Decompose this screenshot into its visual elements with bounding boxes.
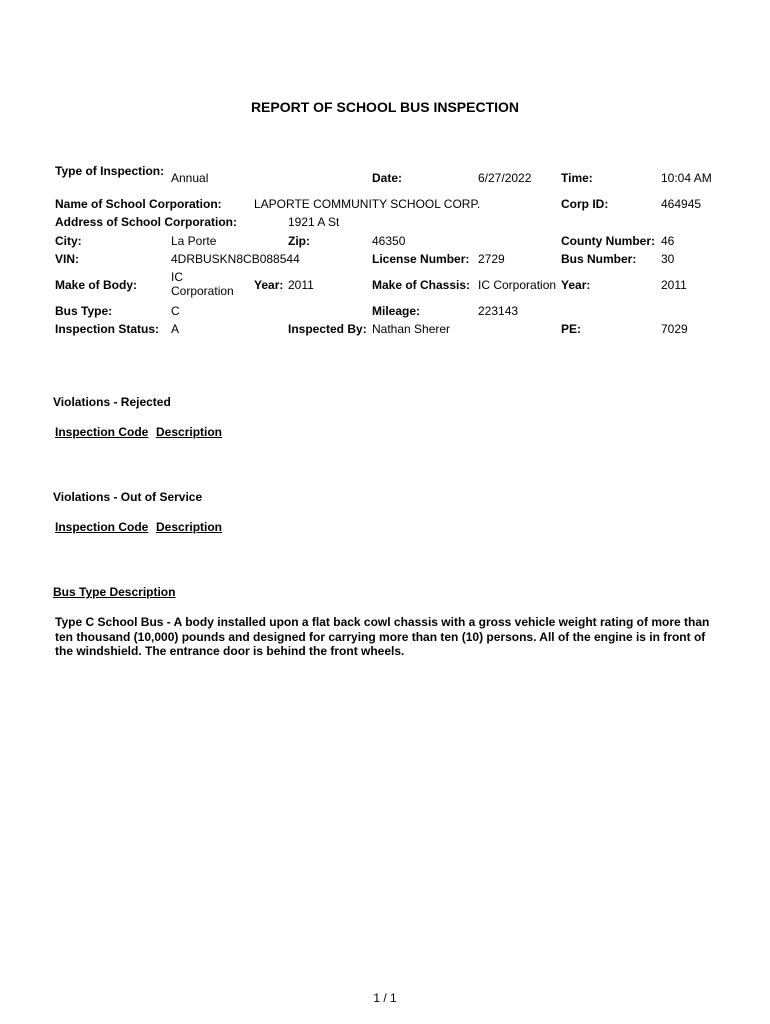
time-value: 10:04 AM [661, 171, 712, 185]
bus-type-description-text: Type C School Bus - A body installed upon a flat back cowl chassis with a gross vehicle weight rating of more than ten thousand (10,000) pounds and designed for carrying more than ten (10) persons. All of the engine is in front of the windshield. The entrance door is behind the front wheels. [55, 615, 710, 658]
address-label: Address of School Corporation: [55, 215, 238, 229]
vin-label: VIN: [55, 252, 79, 266]
inspection-status-value: A [171, 322, 180, 336]
body-year-value: 2011 [288, 278, 314, 292]
inspected-by-value: Nathan Sherer [372, 322, 451, 336]
bus-type-value: C [171, 304, 180, 318]
zip-label: Zip: [288, 234, 310, 248]
county-number-value: 46 [661, 234, 675, 248]
pe-label: PE: [561, 322, 582, 336]
mileage-label: Mileage: [372, 304, 421, 318]
address-value: 1921 A St [288, 215, 340, 229]
bus-type-label: Bus Type: [55, 304, 113, 318]
body-year-label: Year: [254, 278, 284, 292]
make-of-chassis-label: Make of Chassis: [372, 278, 471, 292]
time-label: Time: [561, 171, 593, 185]
bus-number-label: Bus Number: [561, 252, 637, 266]
license-number-label: License Number: [372, 252, 470, 266]
license-number-value: 2729 [478, 252, 505, 266]
city-label: City: [55, 234, 82, 248]
school-corporation-value: LAPORTE COMMUNITY SCHOOL CORP. [254, 197, 481, 211]
type-of-inspection-label: Type of Inspection: [55, 164, 165, 178]
rejected-inspection-code-header: Inspection Code [55, 425, 149, 439]
zip-value: 46350 [372, 234, 406, 248]
vin-value: 4DRBUSKN8CB088544 [171, 252, 300, 266]
corp-id-value: 464945 [661, 197, 702, 211]
school-corporation-label: Name of School Corporation: [55, 197, 222, 211]
out-of-service-inspection-code-header: Inspection Code [55, 520, 149, 534]
page-title: REPORT OF SCHOOL BUS INSPECTION [250, 99, 520, 115]
type-of-inspection-value: Annual [171, 171, 209, 185]
date-value: 6/27/2022 [478, 171, 532, 185]
bus-number-value: 30 [661, 252, 675, 266]
make-of-body-label: Make of Body: [55, 278, 138, 292]
inspection-status-label: Inspection Status: [55, 322, 160, 336]
county-number-label: County Number: [561, 234, 655, 248]
mileage-value: 223143 [478, 304, 519, 318]
date-label: Date: [372, 171, 403, 185]
chassis-year-value: 2011 [661, 278, 687, 292]
violations-out-of-service-heading: Violations - Out of Service [53, 490, 203, 504]
inspected-by-label: Inspected By: [288, 322, 367, 336]
city-value: La Porte [171, 234, 217, 248]
out-of-service-description-header: Description [156, 520, 223, 534]
violations-rejected-heading: Violations - Rejected [53, 395, 171, 409]
rejected-description-header: Description [156, 425, 223, 439]
pe-value: 7029 [661, 322, 688, 336]
bus-type-description-heading: Bus Type Description [53, 585, 176, 599]
page-number: 1 / 1 [373, 991, 397, 1005]
chassis-year-label: Year: [561, 278, 591, 292]
corp-id-label: Corp ID: [561, 197, 609, 211]
make-of-chassis-value: IC Corporation [478, 278, 557, 292]
make-of-body-value: IC Corporation [171, 270, 234, 298]
